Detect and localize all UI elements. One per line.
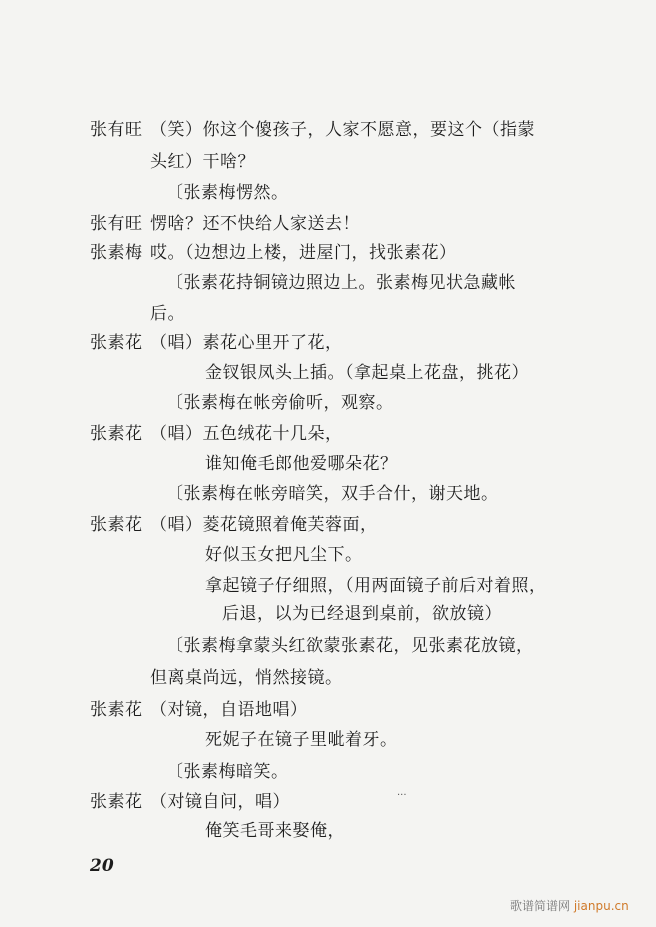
speaker: 张素花 [90, 424, 143, 444]
song-line: 死妮子在镜子里呲着牙。 [205, 730, 398, 750]
speaker: 张素花 [90, 792, 143, 812]
dialogue-line: （笑）你这个傻孩子，人家不愿意，要这个（指蒙 [150, 120, 535, 140]
speaker: 张素梅 [90, 243, 143, 263]
stage-direction: 后。 [150, 304, 185, 324]
dialogue-line: （唱）五色绒花十几朵， [150, 424, 343, 444]
song-line: 拿起镜子仔细照，（用两面镜子前后对着照， [205, 576, 547, 596]
song-line: 后退，以为已经退到桌前，欲放镜） [222, 604, 502, 624]
speaker: 张有旺 [90, 120, 143, 140]
stage-direction: 〔张素梅拿蒙头红欲蒙张素花，见张素花放镜， [166, 636, 534, 656]
dialogue-line: 哎。（边想边上楼，进屋门，找张素花） [150, 243, 457, 263]
stage-direction: 〔张素梅在帐旁偷听，观察。 [166, 393, 394, 413]
speaker: 张素花 [90, 700, 143, 720]
page-number: 20 [90, 856, 114, 876]
song-line: 俺笑毛哥来娶俺， [205, 821, 345, 841]
stage-direction: 〔张素梅愣然。 [166, 183, 289, 203]
stage-direction: 〔张素梅在帐旁暗笑，双手合什，谢天地。 [166, 484, 499, 504]
stage-direction: 〔张素梅暗笑。 [166, 762, 289, 782]
dialogue-line: （唱）素花心里开了花， [150, 333, 343, 353]
speaker: 张素花 [90, 515, 143, 535]
song-line: 谁知俺毛郎他爱哪朵花？ [205, 454, 398, 474]
dialogue-line: 愣啥？还不快给人家送去！ [150, 214, 360, 234]
watermark-cn: 歌谱简谱网 [510, 899, 571, 913]
dialogue-line: （对镜自问，唱） [150, 792, 290, 812]
dialogue-line: 头红）干啥？ [150, 152, 255, 172]
dialogue-line: （唱）菱花镜照着俺芙蓉面， [150, 515, 378, 535]
song-line: 金钗银凤头上插。（拿起桌上花盘，挑花） [205, 363, 529, 383]
stage-direction: 〔张素花持铜镜边照边上。张素梅见状急藏帐 [166, 273, 516, 293]
watermark-en: jianpu.cn [573, 899, 629, 913]
speaker: 张有旺 [90, 214, 143, 234]
scan-mark: ··· [397, 790, 407, 801]
speaker: 张素花 [90, 333, 143, 353]
dialogue-line: （对镜，自语地唱） [150, 700, 308, 720]
watermark [510, 897, 629, 914]
stage-direction: 但离桌尚远，悄然接镜。 [150, 668, 343, 688]
song-line: 好似玉女把凡尘下。 [205, 545, 363, 565]
